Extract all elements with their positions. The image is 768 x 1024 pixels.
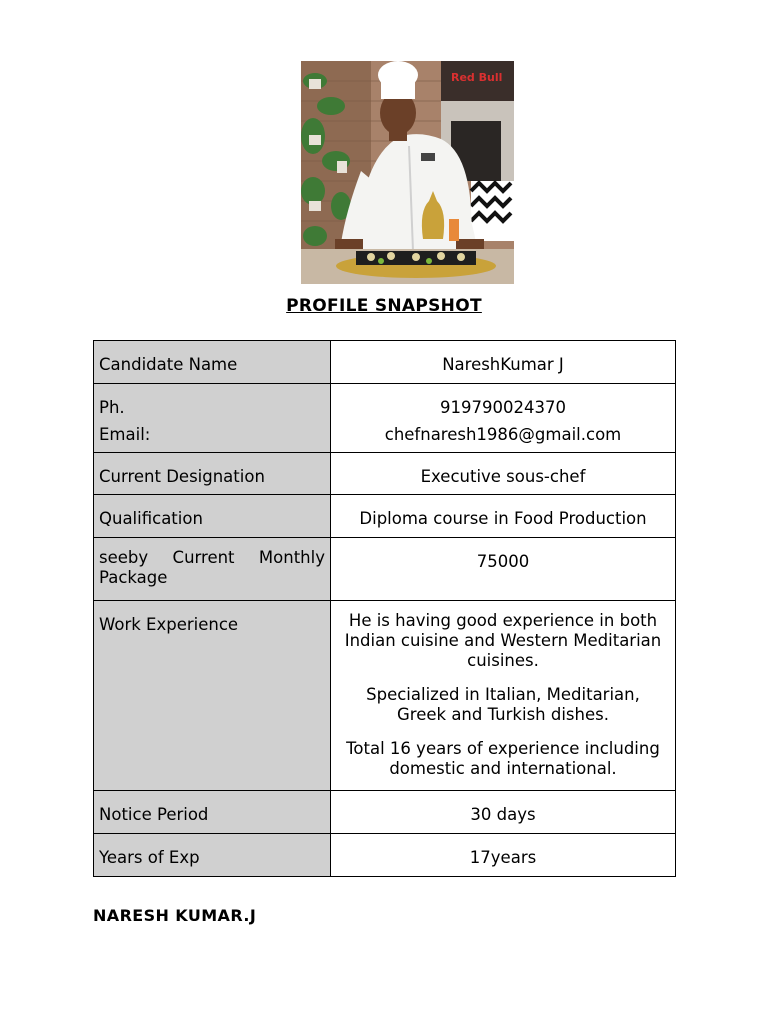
experience-paragraph: Specialized in Italian, Meditarian, Greek and Turkish dishes. — [366, 685, 640, 724]
footer-name: NARESH KUMAR.J — [93, 906, 257, 925]
table-row-qualification — [94, 495, 676, 538]
value-years: 17years — [331, 834, 676, 877]
value-experience — [331, 601, 676, 791]
value-contact — [331, 384, 676, 453]
page-title: PROFILE SNAPSHOT — [286, 296, 482, 316]
value-phone: 919790024370 — [440, 398, 566, 417]
label-years: Years of Exp — [94, 834, 331, 877]
table-row-notice — [94, 791, 676, 834]
label-candidate-name: Candidate Name — [94, 341, 331, 384]
table-row-designation — [94, 453, 676, 495]
experience-paragraph: He is having good experience in both Indian cuisine and Western Meditarian cuisines. — [344, 611, 662, 670]
profile-table — [93, 340, 676, 877]
label-designation: Current Designation — [94, 453, 331, 495]
table-row-candidate-name — [94, 341, 676, 384]
value-email: chefnaresh1986@gmail.com — [384, 425, 622, 444]
label-qualification: Qualification — [94, 495, 331, 538]
value-candidate-name: NareshKumar J — [331, 341, 676, 384]
value-qualification: Diploma course in Food Production — [331, 495, 676, 538]
table-row-contact — [94, 384, 676, 453]
sign-text: Red Bull — [451, 71, 503, 84]
label-package — [94, 538, 331, 601]
value-notice: 30 days — [331, 791, 676, 834]
chef-photo — [301, 61, 514, 284]
label-experience: Work Experience — [94, 601, 331, 791]
label-phone: Ph. — [99, 398, 125, 417]
label-email: Email: — [99, 425, 151, 444]
label-contact — [94, 384, 331, 453]
label-package-text: seeby Current Monthly Package — [99, 548, 325, 587]
table-row-years — [94, 834, 676, 877]
label-notice: Notice Period — [94, 791, 331, 834]
value-designation: Executive sous-chef — [331, 453, 676, 495]
experience-paragraph: Total 16 years of experience including domestic and international. — [346, 739, 660, 778]
table-row-experience — [94, 601, 676, 791]
chef-photo-illustration — [301, 61, 514, 284]
table-row-package — [94, 538, 676, 601]
value-package: 75000 — [331, 538, 676, 601]
